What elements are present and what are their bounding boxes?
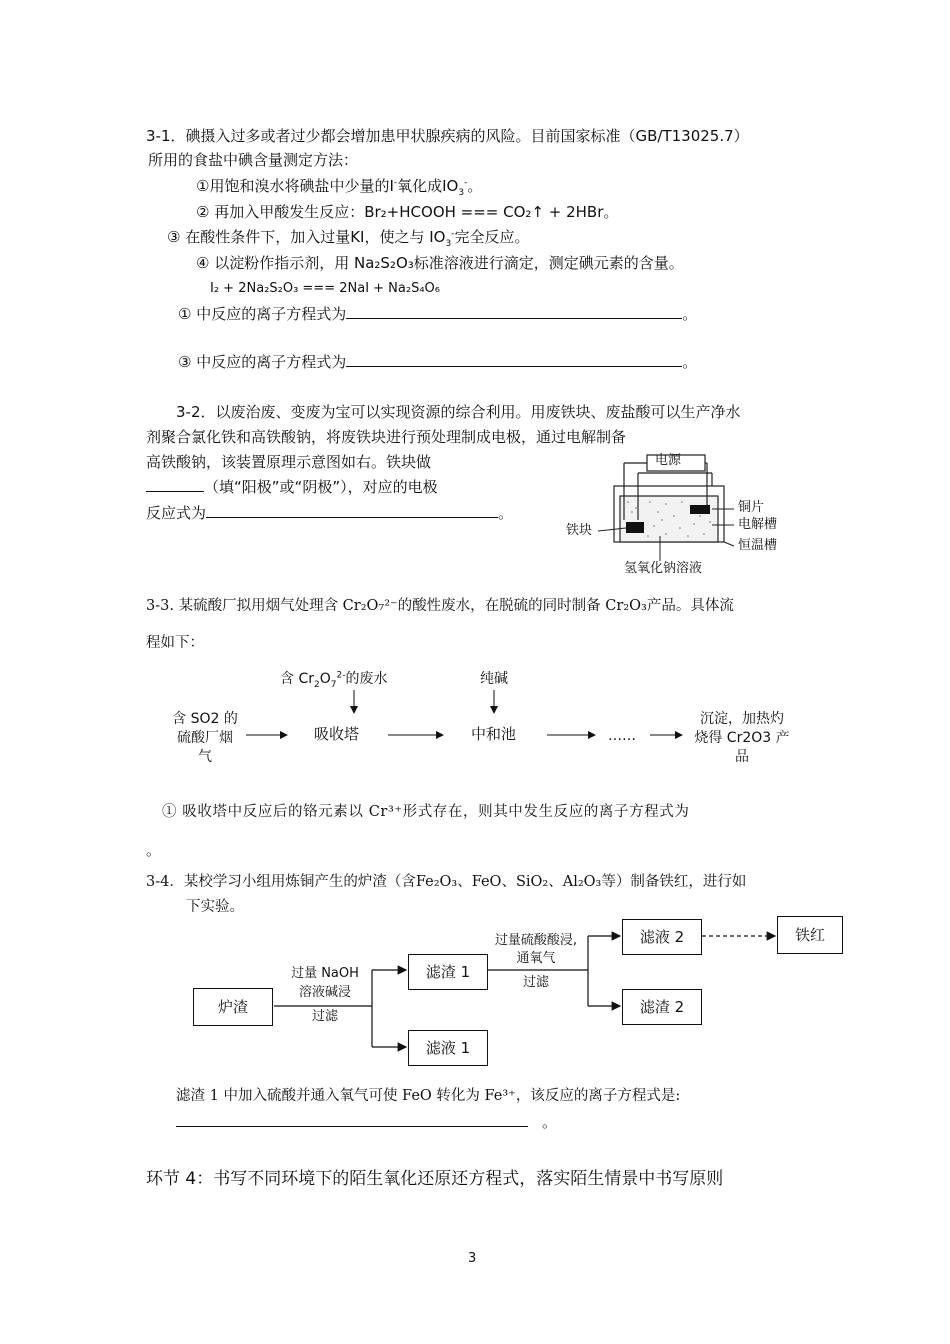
- box-filtrate1: 滤液 1: [408, 1030, 488, 1066]
- q33-line1: 3-3. 某硫酸厂拟用烟气处理含 Cr₂O₇²⁻的酸性废水，在脱硫的同时制备 Cr₂O₃产品。具体流: [146, 598, 734, 614]
- q31-answer1-blank[interactable]: [346, 304, 682, 319]
- q33-question: ① 吸收塔中反应后的铬元素以 Cr³⁺形式存在，则其中发生反应的离子方程式为: [162, 804, 690, 820]
- q31-step1-c: 。: [467, 177, 483, 195]
- q31-step3-b: 完全反应。: [454, 228, 530, 246]
- q33-line2: 程如下：: [146, 635, 204, 651]
- flow-input-soda: 纯碱: [480, 671, 508, 687]
- solution-label: 氢氧化钠溶液: [624, 561, 703, 576]
- q31-answer3-label: ③ 中反应的离子方程式为: [178, 353, 347, 371]
- copper-label: 铜片: [738, 500, 765, 515]
- flow-ellipsis: ……: [608, 728, 636, 744]
- q32-line1: 3-2．以废治废、变废为宝可以实现资源的综合利用。用废铁块、废盐酸可以生产净水: [176, 403, 741, 421]
- q34-answer-blank[interactable]: [176, 1112, 528, 1127]
- step2-l1: 过量硫酸酸浸,: [494, 933, 578, 948]
- q31-step4: ④ 以淀粉作指示剂，用 Na₂S₂O₃标准溶液进行滴定，测定碘元素的含量。: [196, 254, 684, 272]
- q31-step1-a: ①用饱和溴水将碘盐中少量的I: [196, 177, 394, 195]
- q31-answer1-label: ① 中反应的离子方程式为: [178, 305, 347, 323]
- q31-line2: 所用的食盐中碘含量测定方法：: [148, 151, 359, 169]
- section4-heading: 环节 4：书写不同环境下的陌生氧化还原还方程式，落实陌生情景中书写原则: [146, 1169, 724, 1189]
- power-label: 电源: [655, 453, 682, 468]
- q31-answer3-blank[interactable]: [346, 352, 682, 367]
- q32-line3: 高铁酸钠，该装置原理示意图如右。铁块做: [146, 453, 432, 471]
- step1-label: [283, 964, 367, 1026]
- q31-step1-b: 氧化成IO: [397, 177, 459, 195]
- iron-label: 铁块: [566, 523, 593, 538]
- q34-line2: 下实验。: [186, 899, 244, 915]
- step1-l2: 溶液碱浸: [298, 985, 351, 1000]
- q33-question-end: 。: [146, 841, 162, 859]
- q31-answer3: [178, 352, 697, 372]
- box-slag: 炉渣: [193, 988, 273, 1026]
- q34-line1: 3-4．某校学习小组用炼铜产生的炉渣（含Fe₂O₃、FeO、SiO₂、Al₂O₃等）制备铁红，进行如: [146, 874, 747, 890]
- electrolysis-diagram: [562, 450, 788, 580]
- flow-end: [688, 710, 796, 767]
- q31-step3-a: ③ 在酸性条件下，加入过量KI，使之与 IO: [167, 228, 446, 246]
- q34-question: 滤渣 1 中加入硫酸并通入氧气可使 FeO 转化为 Fe³⁺，该反应的离子方程式是:: [176, 1088, 681, 1104]
- box-filtrate2: 滤液 2: [622, 919, 702, 955]
- q31-step2: ② 再加入甲酸发生反应：Br₂+HCOOH === CO₂↑ + 2HBr。: [196, 203, 619, 221]
- flow-start-l3: 气: [198, 749, 212, 765]
- q31-step3: ③ 在酸性条件下，加入过量KI，使之与 $IO_3^-$完全反应。: [167, 228, 530, 249]
- q32-equation-blank[interactable]: [206, 503, 498, 518]
- step1-l1: 过量 NaOH: [291, 966, 359, 981]
- q32-line5: [146, 503, 513, 523]
- box-residue2: 滤渣 2: [622, 989, 702, 1025]
- q32-line4: [146, 477, 438, 497]
- q34-period: 。: [542, 1113, 558, 1131]
- q32-period: 。: [498, 504, 514, 522]
- q31-step1: ①用饱和溴水将碘盐中少量的I-氧化成$IO_3^-$。: [196, 177, 483, 198]
- q32-line4-text: （填“阳极”或“阴极”），对应的电极: [204, 478, 438, 496]
- thermostat-label: 恒温槽: [738, 538, 778, 553]
- q31-answer1-period: 。: [682, 305, 698, 323]
- step2-l3: 过滤: [522, 975, 549, 990]
- flow-start-l2: 硫酸厂烟: [177, 730, 233, 746]
- copper-plate: [690, 505, 710, 514]
- flow-absorption-tower: 吸收塔: [314, 725, 360, 743]
- q31-line1: 3-1．碘摄入过多或者过少都会增加患甲状腺疾病的风险。目前国家标准（GB/T13025.7）: [146, 127, 749, 145]
- q31-answer1: [178, 304, 697, 324]
- flow-start-l1: 含 SO2 的: [172, 711, 238, 727]
- step2-l2: 通氧气: [516, 951, 556, 966]
- flow-end-l3: 品: [735, 749, 749, 765]
- q34-answer: [176, 1112, 557, 1132]
- cell-label: 电解槽: [738, 517, 778, 532]
- box-iron-red: 铁红: [777, 916, 843, 954]
- flow-input-wastewater: 含 $Cr_2O_7^{2-}$的废水: [280, 670, 388, 690]
- flow-end-l2: 烧得 Cr2O3 产: [694, 730, 790, 746]
- iron-block: [626, 522, 644, 533]
- page-number: 3: [468, 1251, 477, 1266]
- q32-line5-label: 反应式为: [146, 504, 207, 522]
- flow-start: [165, 710, 245, 767]
- step1-l3: 过滤: [311, 1009, 338, 1024]
- step2-label: [484, 932, 588, 992]
- electrolytic-cell: [620, 496, 718, 542]
- flow-end-l1: 沉淀，加热灼: [700, 711, 784, 727]
- q32-line2: 剂聚合氯化铁和高铁酸钠，将废铁块进行预处理制成电极，通过电解制备: [146, 428, 627, 446]
- q31-answer3-period: 。: [682, 353, 698, 371]
- box-residue1: 滤渣 1: [408, 954, 488, 990]
- q32-electrode-blank[interactable]: [146, 477, 204, 492]
- flow-neutralization-pool: 中和池: [471, 725, 517, 743]
- q31-step4-equation: I₂ + 2Na₂S₂O₃ === 2NaI + Na₂S₄O₆: [210, 281, 440, 296]
